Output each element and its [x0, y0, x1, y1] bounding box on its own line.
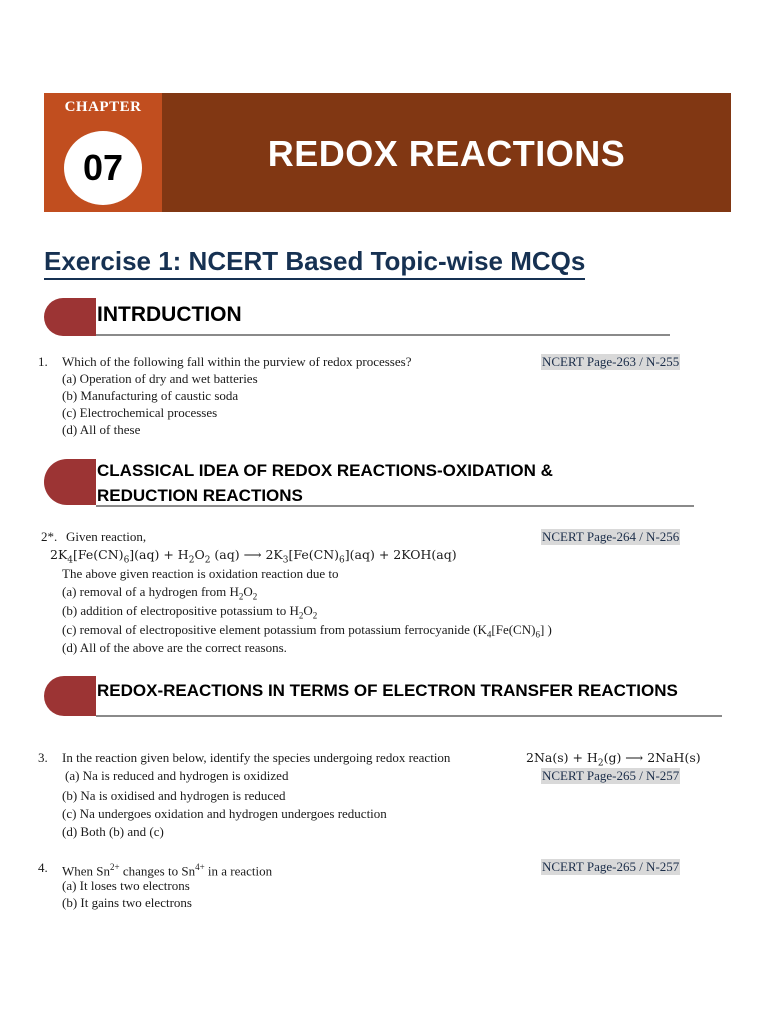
ncert-reference: NCERT Page-264 / N-256 — [542, 529, 680, 544]
chapter-number: 07 — [64, 131, 142, 205]
section-marker — [44, 676, 96, 716]
section-marker — [44, 459, 96, 505]
question-number: 3. — [38, 750, 48, 765]
chapter-box — [44, 93, 162, 212]
option-d: (d) All of these — [62, 422, 141, 437]
option-a: (a) Operation of dry and wet batteries — [62, 371, 258, 386]
question-text: When $Sn^{2+}$ changes to $Sn^{4+}$ in a reaction — [62, 862, 273, 879]
option-c: (c) Na undergoes oxidation and hydrogen undergoes reduction — [62, 806, 387, 821]
question-text: In the reaction given below, identify the species undergoing redox reaction — [62, 750, 451, 765]
reaction-equation: $2K_4[Fe(CN)_6](aq) + H_2O_2$ (aq) ⟶ $2K_3[Fe(CN)_6](aq) + 2KOH(aq)$ — [50, 547, 457, 566]
option-c: (c) removal of electropositive element potassium from potassium ferrocyanide ($K_4[Fe(CN)_6]$ ) — [62, 622, 552, 640]
option-b: (b) addition of electropositive potassium to $H_2O_2$ — [62, 603, 318, 621]
question-number: 2*. — [41, 529, 58, 544]
question-text: Given reaction, — [66, 529, 147, 544]
question-number: 1. — [38, 354, 48, 369]
exercise-title: Exercise 1: NCERT Based Topic-wise MCQs — [44, 246, 585, 280]
section-marker — [44, 298, 96, 336]
option-a: (a) removal of a hydrogen from $H_2O_2$ — [62, 584, 258, 602]
section-title-line2: REDUCTION REACTIONS — [97, 486, 303, 505]
section-underline — [96, 505, 694, 507]
section-underline — [96, 715, 722, 717]
option-c: (c) Electrochemical processes — [62, 405, 218, 420]
question-stem: The above given reaction is oxidation reaction due to — [62, 566, 339, 581]
option-b: (b) Manufacturing of caustic soda — [62, 388, 239, 403]
section-title-line1: CLASSICAL IDEA OF REDOX REACTIONS-OXIDATION & — [97, 461, 553, 480]
section-title: REDOX-REACTIONS IN TERMS OF ELECTRON TRANSFER REACTIONS — [97, 681, 678, 700]
section-underline — [96, 334, 670, 336]
ncert-reference: NCERT Page-263 / N-255 — [542, 354, 680, 369]
option-a: (a) Na is reduced and hydrogen is oxidized — [65, 768, 289, 783]
option-d: (d) Both (b) and (c) — [62, 824, 164, 839]
option-b: (b) Na is oxidised and hydrogen is reduced — [62, 788, 286, 803]
section-title: INTRDUCTION — [97, 303, 242, 326]
question-number: 4. — [38, 860, 48, 875]
ncert-reference: NCERT Page-265 / N-257 — [542, 859, 680, 874]
reaction-equation: $2Na(s) + H_2(g)$ ⟶ 2NaH(s) — [526, 750, 701, 769]
question-text: Which of the following fall within the purview of redox processes? — [62, 354, 412, 369]
chapter-banner — [44, 93, 731, 212]
chapter-label: CHAPTER — [64, 99, 142, 115]
option-b: (b) It gains two electrons — [62, 895, 192, 910]
chapter-title: REDOX REACTIONS — [267, 133, 626, 174]
option-a: (a) It loses two electrons — [62, 878, 190, 893]
ncert-reference: NCERT Page-265 / N-257 — [542, 768, 680, 783]
option-d: (d) All of the above are the correct reasons. — [62, 640, 287, 655]
